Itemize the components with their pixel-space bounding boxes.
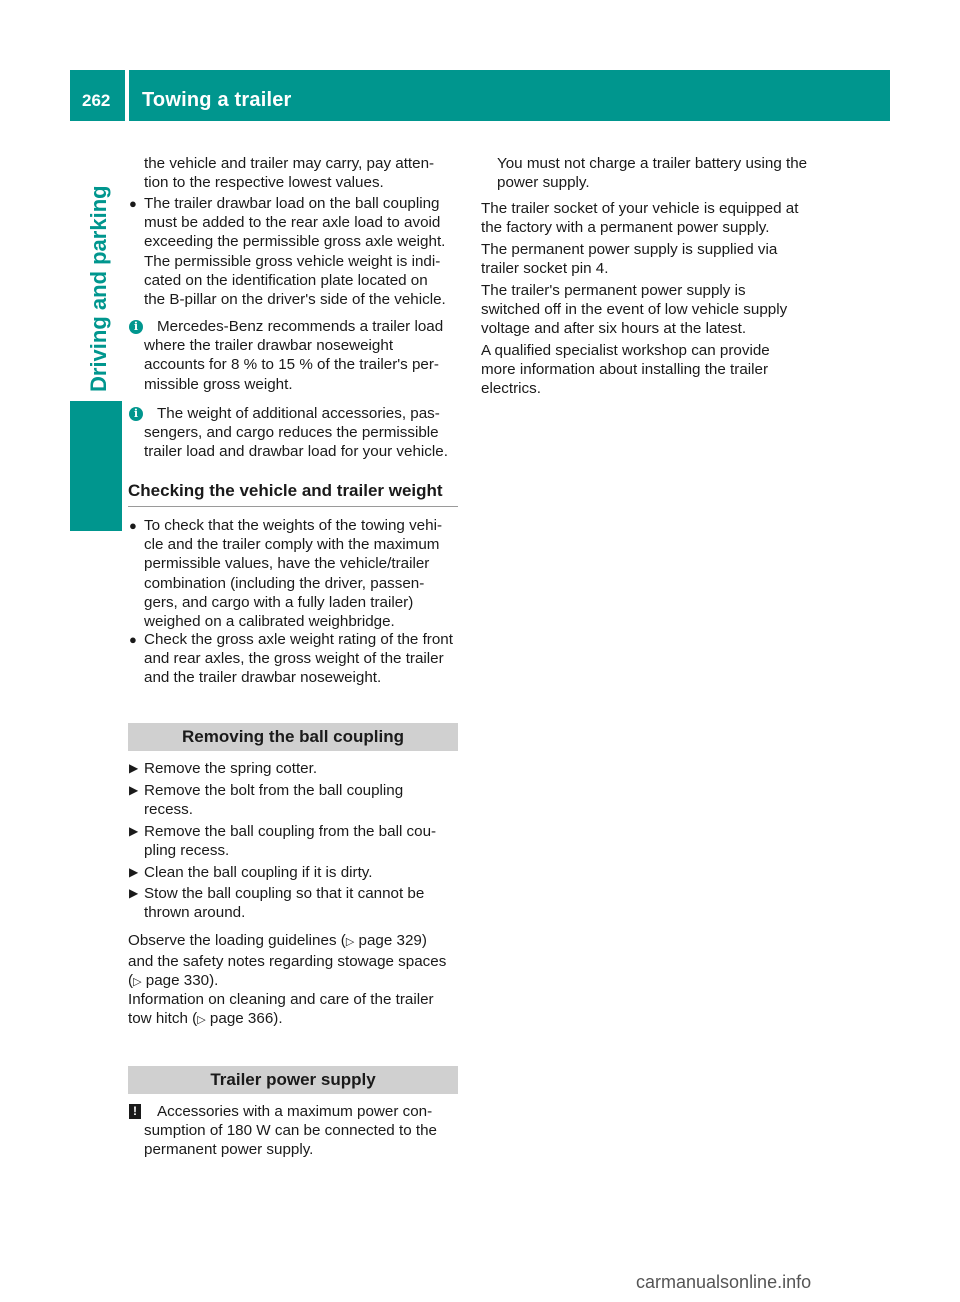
section-trailer-power-supply: Trailer power supply: [128, 1066, 458, 1094]
observe-paragraph: Observe the loading guidelines (▷ page 329) and the safety notes regarding stowage spaces (▷ page 330).: [128, 932, 447, 990]
intro-paragraph: the vehicle and trailer may carry, pay atten- tion to the respective lowest values.: [144, 155, 435, 192]
step-stow: Stow the ball coupling so that it cannot be thrown around.: [144, 885, 425, 922]
page-ref-link[interactable]: page 329): [358, 932, 427, 949]
step-remove-bolt: Remove the bolt from the ball coupling recess.: [144, 782, 404, 819]
info-icon: i: [129, 407, 143, 421]
info-note-noseweight: Mercedes-Benz recommends a trailer load where the trailer drawbar noseweight accounts for 8 % to 15 % of the trailer's per- missible gross weight.: [144, 318, 444, 393]
checking-heading: Checking the vehicle and trailer weight: [128, 481, 443, 500]
chapter-title: Towing a trailer: [142, 89, 292, 111]
page-ref-arrow-icon: ▷: [133, 976, 142, 989]
page-ref-arrow-icon: ▷: [197, 1014, 206, 1027]
workshop-paragraph: A qualified specialist workshop can provide more information about installing the trailer electrics.: [481, 342, 770, 398]
page-ref-link[interactable]: page 330).: [145, 972, 219, 990]
watermark: carmanualsonline.info: [636, 1272, 812, 1292]
step-arrow-icon: ▶: [129, 761, 139, 775]
step-arrow-icon: ▶: [129, 865, 139, 879]
step-remove-ball-coupling: Remove the ball coupling from the ball cou- pling recess.: [144, 823, 437, 860]
bullet-drawbar-load: The trailer drawbar load on the ball coupling must be added to the rear axle load to avoid exceeding the permissible gross axle weight. The permissible gross vehicle weight is indi- cated on the identification plate located on the B-pillar on the driver's side of the vehicle.: [144, 195, 446, 309]
check-axle-bullet: Check the gross axle weight rating of the front and rear axles, the gross weight of the trailer and the trailer drawbar noseweight.: [144, 631, 453, 687]
bullet-icon: ●: [129, 196, 137, 211]
bullet-icon: ●: [129, 632, 137, 647]
info-icon: i: [129, 320, 143, 334]
heading-rule: [128, 506, 458, 507]
warning-icon: !: [129, 1104, 141, 1119]
cleaning-paragraph: Information on cleaning and care of the trailer tow hitch (▷ page 366).: [128, 991, 434, 1028]
page-ref-arrow-icon: ▷: [345, 936, 355, 948]
page-ref-link[interactable]: page 366).: [209, 1010, 283, 1028]
step-clean: Clean the ball coupling if it is dirty.: [144, 864, 373, 881]
socket-paragraph: The trailer socket of your vehicle is equipped at the factory with a permanent power supply.: [481, 200, 799, 237]
info-note-accessories: The weight of additional accessories, pas- sengers, and cargo reduces the permissible trailer load and drawbar load for your vehicle.: [144, 405, 448, 461]
section-removing-ball-coupling: Removing the ball coupling: [128, 723, 458, 751]
page-number: 262: [82, 91, 111, 110]
step-arrow-icon: ▶: [129, 783, 139, 797]
warning-note-continued: You must not charge a trailer battery using the power supply.: [497, 155, 808, 192]
step-remove-cotter: Remove the spring cotter.: [144, 760, 318, 777]
side-tab-label: Driving and parking: [86, 185, 111, 392]
switch-off-paragraph: The trailer's permanent power supply is switched off in the event of low vehicle supply voltage and after six hours at the latest.: [481, 282, 788, 338]
step-arrow-icon: ▶: [129, 886, 139, 900]
warning-note: Accessories with a maximum power con- sumption of 180 W can be connected to the permanent power supply.: [144, 1103, 437, 1159]
pin-paragraph: The permanent power supply is supplied via trailer socket pin 4.: [481, 241, 778, 278]
bullet-icon: ●: [129, 518, 137, 533]
side-tab-block: [70, 401, 122, 531]
check-weights-bullet: To check that the weights of the towing vehi- cle and the trailer comply with the maximum permissible values, have the vehicle/trailer combination (including the driver, passen- gers, and cargo with a fully laden trailer) weighed on a calibrated weighbridge.: [144, 517, 443, 631]
header-divider: [125, 70, 129, 121]
step-arrow-icon: ▶: [129, 824, 139, 838]
